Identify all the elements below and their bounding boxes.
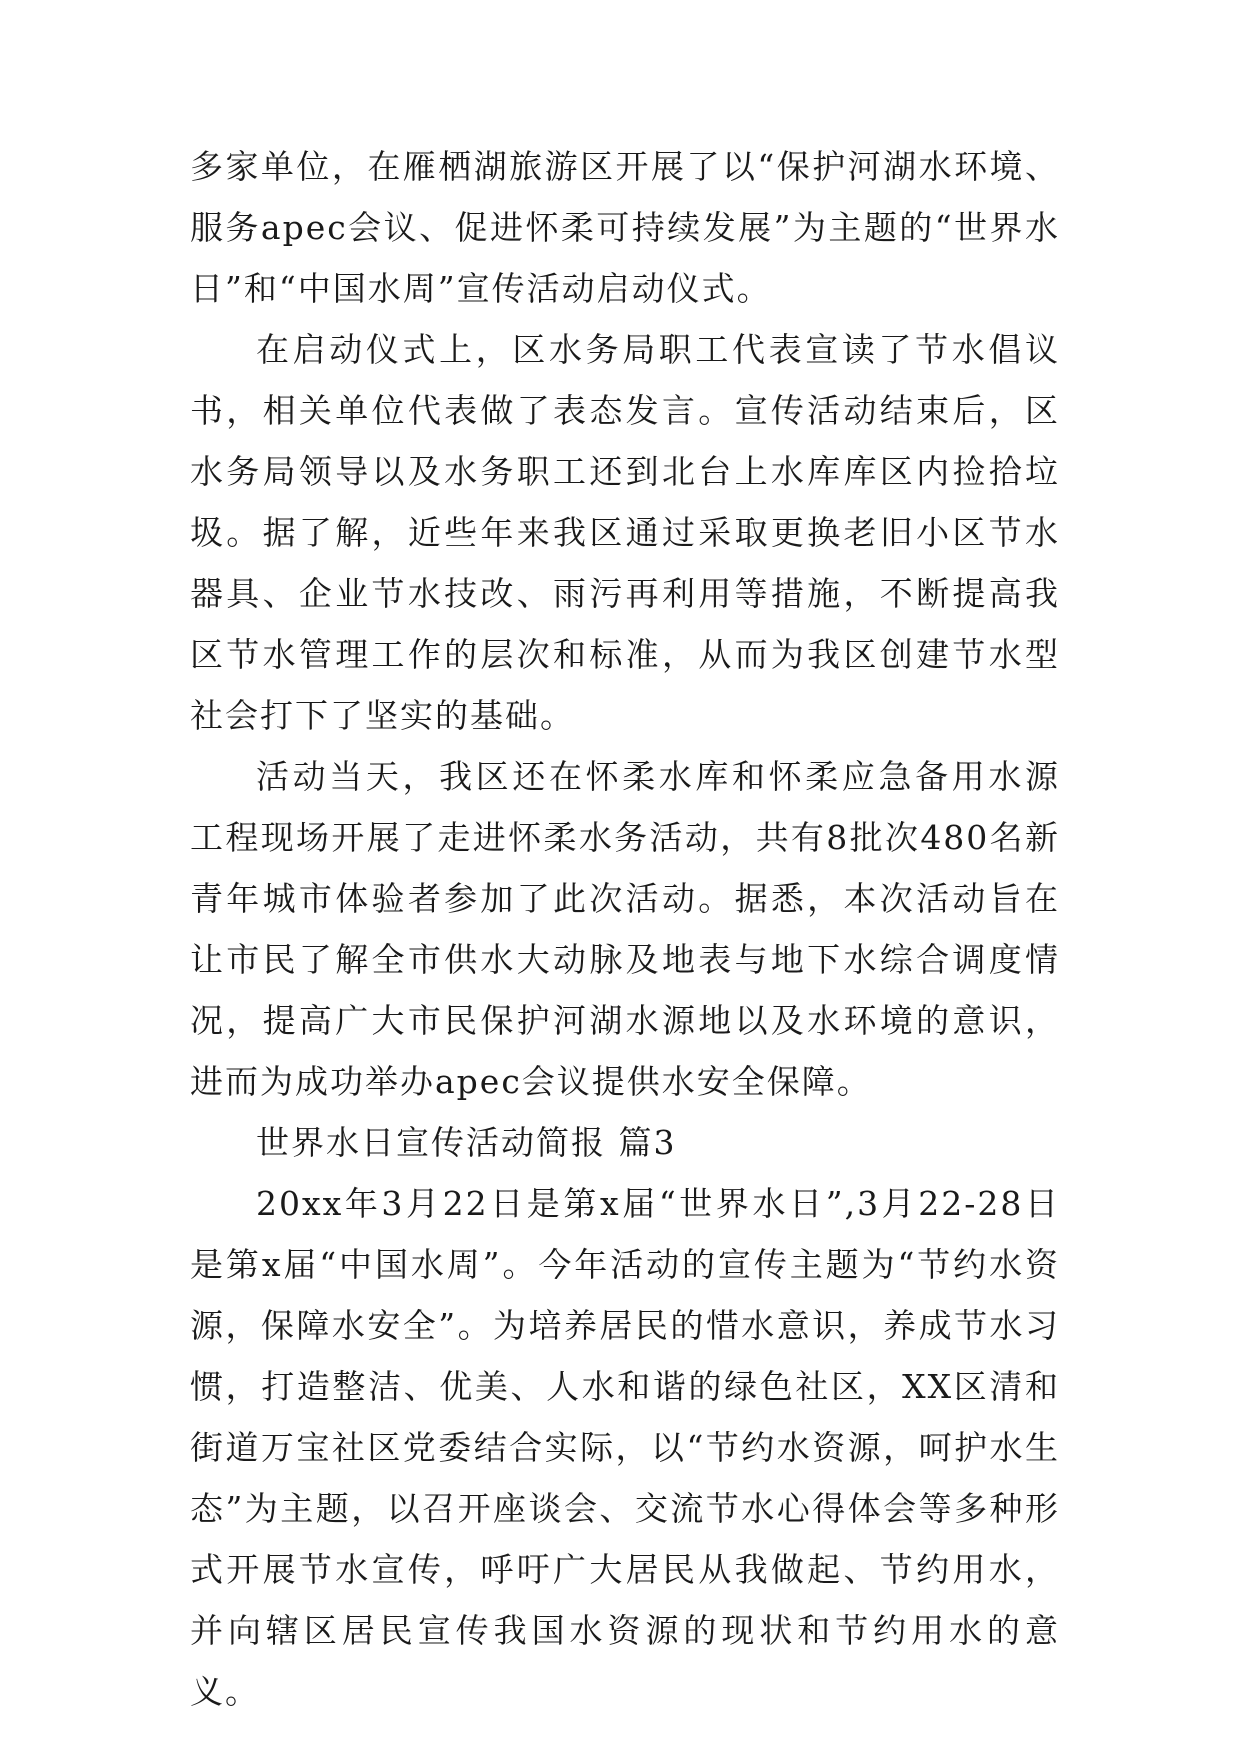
paragraph-2: 在启动仪式上，区水务局职工代表宣读了节水倡议书，相关单位代表做了表态发言。宣传活动结束后，区水务局领导以及水务职工还到北台上水库库区内捡拾垃圾。据了解，近些年来我区通过采取更换老旧小区节水器具、企业节水技改、雨污再利用等措施，不断提高我区节水管理工作的层次和标准，从而为我区创建节水型社会打下了坚实的基础。 [190, 330, 1060, 735]
section-paragraph: 20xx年3月22日是第x届“世界水日”,3月22-28日是第x届“中国水周”。今年活动的宣传主题为“节约水资源，保障水安全”。为培养居民的惜水意识，养成节水习惯，打造整洁、优美、人水和谐的绿色社区，XX区清和街道万宝社区党委结合实际，以“节约水资源，呵护水生态”为主题，以召开座谈会、交流节水心得体会等多种形式开展节水宣传，呼吁广大居民从我做起、节约用水，并向辖区居民宣传我国水资源的现状和节约用水的意义。 [190, 1184, 1060, 1711]
document-page [190, 136, 1060, 1722]
paragraph-3: 活动当天，我区还在怀柔水库和怀柔应急备用水源工程现场开展了走进怀柔水务活动，共有8批次480名新青年城市体验者参加了此次活动。据悉，本次活动旨在让市民了解全市供水大动脉及地表与地下水综合调度情况，提高广大市民保护河湖水源地以及水环境的意识，进而为成功举办apec会议提供水安全保障。 [190, 757, 1060, 1101]
section-heading: 世界水日宣传活动简报 篇3 [256, 1123, 677, 1162]
paragraph-1: 多家单位，在雁栖湖旅游区开展了以“保护河湖水环境、服务apec会议、促进怀柔可持续发展”为主题的“世界水日”和“中国水周”宣传活动启动仪式。 [190, 147, 1060, 308]
